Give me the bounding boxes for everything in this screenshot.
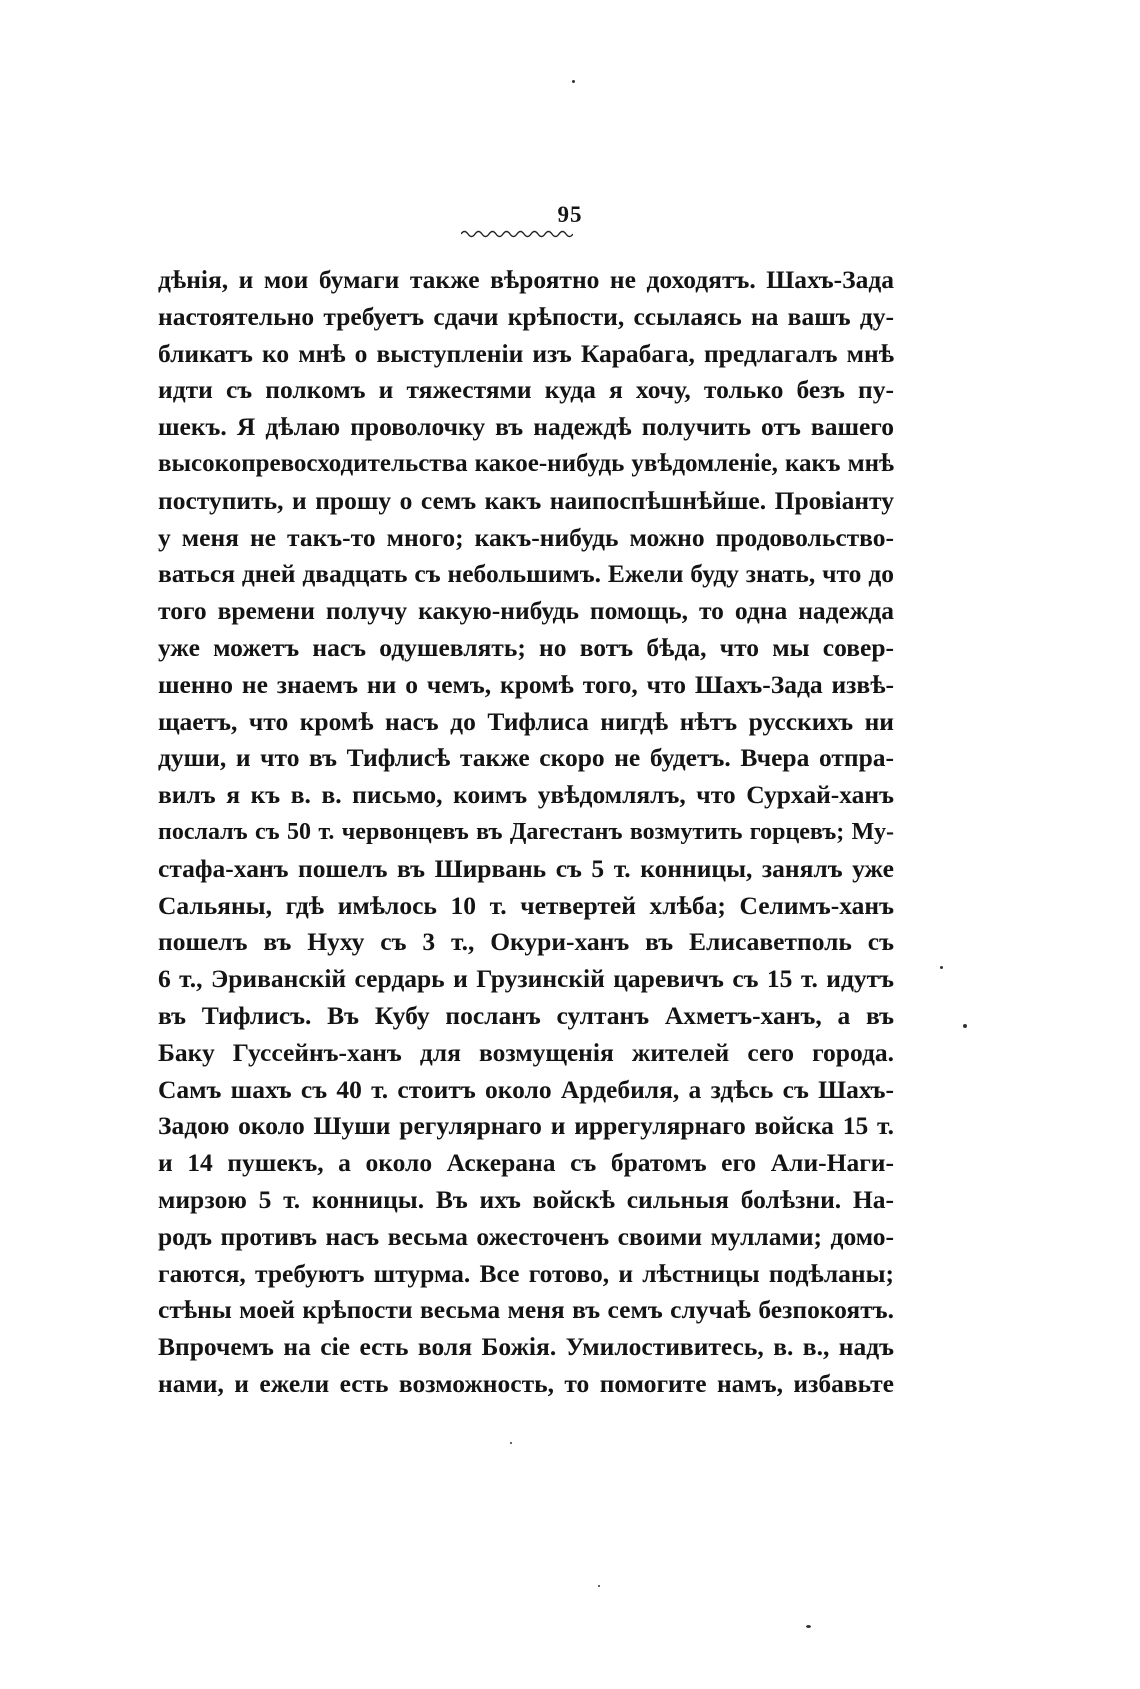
text-line: послалъ съ 50 т. червонцевъ въ Дагестанъ возмутить горцевъ; Му- [158,818,894,845]
text-line: щаетъ, что кромѣ насъ до Тифлиса нигдѣ нѣтъ русскихъ ни [158,706,894,736]
text-line: высокопревосходительства какое-нибудь увѣдомленіе, какъ мнѣ [158,449,894,477]
text-line: Баку Гуссейнъ-ханъ для возмущенія жителей сего города. [158,1037,894,1067]
text-line: Задою около Шуши регулярнаго и иррегулярнаго войска 15 т. [158,1111,894,1141]
text-line: Самъ шахъ съ 40 т. стоитъ около Ардебиля, а здѣсь съ Шахъ- [158,1074,894,1104]
text-line: стѣны моей крѣпости весьма меня въ семъ случаѣ безпокоятъ. [158,1295,894,1325]
text-line: поступить, и прошу о семъ какъ наипоспѣшнѣйше. Провіанту [158,485,894,515]
scan-speck [572,80,575,83]
text-line: бликатъ ко мнѣ о выступленіи изъ Карабага, предлагалъ мнѣ [158,338,894,368]
text-line: того времени получу какую-нибудь помощь, то одна надежда [158,596,894,626]
text-line: гаются, требуютъ штурма. Все готово, и лѣстницы подѣланы; [158,1258,894,1288]
text-line: дѣнія, и мои бумаги также вѣроятно не доходятъ. Шахъ-Зада [158,265,894,294]
text-line: шенно не знаемъ ни о чемъ, кромѣ того, что Шахъ-Зада извѣ- [158,669,894,699]
text-line: Впрочемъ на сіе есть воля Божія. Умилостивитесь, в. в., надъ [158,1332,894,1362]
scan-speck [940,966,943,969]
scan-speck [806,1625,811,1628]
text-line: настоятельно требуетъ сдачи крѣпости, ссылаясь на вашъ ду- [158,301,894,331]
text-line: идти съ полкомъ и тяжестями куда я хочу, только безъ пу- [158,375,894,405]
text-line: Сальяны, гдѣ имѣлось 10 т. четвертей хлѣба; Селимъ-ханъ [158,890,894,920]
scan-speck [510,1442,512,1444]
text-line: ваться дней двадцать съ небольшимъ. Ежели буду знать, что до [158,559,894,589]
text-line: нами, и ежели есть возможность, то помогите намъ, избавьте [158,1368,894,1398]
text-line: стафа-ханъ пошелъ въ Ширвань съ 5 т. конницы, занялъ уже [158,853,894,883]
text-line: уже можетъ насъ одушевлять; но вотъ бѣда, что мы совер- [158,632,894,662]
text-line: въ Тифлисъ. Въ Кубу посланъ султанъ Ахметъ-ханъ, а въ [158,1000,894,1030]
text-line: мирзою 5 т. конницы. Въ ихъ войскѣ сильныя болѣзни. На- [158,1184,894,1214]
text-line: шекъ. Я дѣлаю проволочку въ надеждѣ получить отъ вашего [158,412,894,442]
scan-speck [598,1585,600,1587]
text-line: и 14 пушекъ, а около Аскерана съ братомъ его Али-Наги- [158,1148,894,1178]
text-line: у меня не такъ-то много; какъ-нибудь можно продовольство- [158,522,894,552]
wavy-ornament-icon [461,228,573,238]
body-text [158,262,894,1403]
page-number: 95 [557,202,583,227]
text-line: родъ противъ насъ весьма ожесточенъ своими муллами; домо- [158,1221,894,1251]
text-line: души, и что въ Тифлисѣ также скоро не будетъ. Вчера отпра- [158,743,894,773]
text-line: пошелъ въ Нуху съ 3 т., Окури-ханъ въ Елисаветполь съ [158,927,894,957]
scan-speck [963,1024,967,1028]
text-line: 6 т., Эриванскій сердарь и Грузинскій царевичъ съ 15 т. идутъ [158,964,894,994]
text-line: вилъ я къ в. в. письмо, коимъ увѣдомлялъ, что Сурхай-ханъ [158,780,894,810]
